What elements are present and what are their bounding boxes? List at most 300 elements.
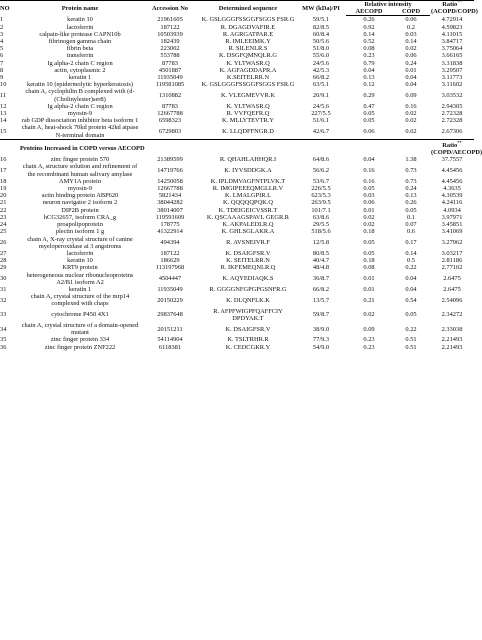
mw-pi: 50/5.6 bbox=[312, 38, 330, 46]
table-row bbox=[0, 67, 474, 74]
table-row bbox=[0, 60, 474, 67]
protein-name: keratin 1 bbox=[68, 285, 92, 293]
mw-pi: 42/5.3 bbox=[312, 66, 330, 74]
protein-name: rab GDP dissociation inhibitor beta isoform 1 bbox=[21, 117, 139, 125]
determined-sequence: K. GHLSGLAKR.A bbox=[221, 228, 275, 236]
mw-pi: 226/5.5 bbox=[311, 185, 331, 193]
table-row bbox=[0, 236, 474, 250]
section-ratio-sub: (COPD/AECOPD) bbox=[431, 149, 482, 157]
mw-pi: 59/5.1 bbox=[312, 16, 330, 24]
ratio-value: 3.84717 bbox=[441, 38, 463, 46]
protein-name: calpain-like protease CAPN10b bbox=[39, 30, 121, 38]
header-ratio bbox=[430, 0, 478, 16]
protein-name: fibrin beta bbox=[66, 45, 94, 53]
aecopd-intensity: 0.18 bbox=[363, 228, 375, 236]
determined-sequence: K. SEITELRR.N bbox=[226, 257, 270, 265]
header-row bbox=[0, 1, 474, 9]
aecopd-intensity: 0.01 bbox=[363, 285, 375, 293]
row-no: 7 bbox=[0, 59, 4, 67]
mw-pi: 24/5.6 bbox=[312, 102, 330, 110]
copd-intensity: 0.05 bbox=[405, 311, 417, 319]
table-row bbox=[0, 286, 474, 293]
determined-sequence: R. DGAGDVAFIR.E bbox=[220, 23, 276, 31]
accession-no: 87783 bbox=[162, 59, 178, 67]
row-no: 32 bbox=[0, 296, 7, 304]
header-mw: MW (kDa)/PI bbox=[296, 1, 346, 16]
row-no: 14 bbox=[0, 117, 7, 125]
accession-no: 186629 bbox=[160, 257, 180, 265]
row-no: 13 bbox=[0, 110, 7, 118]
aecopd-intensity: 0.08 bbox=[363, 45, 375, 53]
protein-name: actin, cytoplasmic 2 bbox=[54, 66, 106, 74]
copd-intensity: 0.16 bbox=[405, 102, 417, 110]
ratio-value: 3.11602 bbox=[441, 81, 463, 89]
table-row bbox=[0, 156, 474, 163]
aecopd-intensity: 0.05 bbox=[363, 249, 375, 257]
row-no: 4 bbox=[0, 38, 4, 46]
header-ratio-label: Ratio bbox=[442, 1, 458, 9]
protein-name: chain A, structure solution and refinement of the recombinant human salivary amylase bbox=[22, 163, 138, 178]
mw-pi: 101/7.1 bbox=[311, 206, 331, 214]
determined-sequence: K. AGFAGDDAPR.A bbox=[219, 66, 277, 74]
table-row bbox=[0, 52, 474, 59]
accession-no: 12667788 bbox=[157, 110, 183, 118]
mw-pi: 36/8.7 bbox=[312, 275, 330, 283]
protein-name: keratin 1 bbox=[68, 74, 92, 82]
accession-no: 21389599 bbox=[157, 156, 183, 164]
accession-no: 6118381 bbox=[158, 343, 182, 351]
protein-name: zinc finger protein 570 bbox=[50, 156, 110, 164]
determined-sequence: R. GGGGNFGPGPGSNFR.G bbox=[209, 285, 287, 293]
accession-no: 178775 bbox=[160, 221, 180, 229]
protein-name: transferrin bbox=[66, 52, 94, 60]
copd-intensity: 0.04 bbox=[405, 285, 417, 293]
accession-no: 494394 bbox=[160, 239, 180, 247]
row-no: 11 bbox=[0, 92, 7, 100]
aecopd-intensity: 0.23 bbox=[363, 343, 375, 351]
ratio-value: 2.72328 bbox=[441, 110, 463, 118]
aecopd-intensity: 0.01 bbox=[363, 206, 375, 214]
protein-name: cytochrome P450 4X1 bbox=[51, 311, 109, 319]
protein-name: keratin 10 bbox=[67, 16, 93, 24]
mw-pi: 518/5.6 bbox=[311, 228, 331, 236]
mw-pi: 56/6.2 bbox=[312, 167, 330, 175]
copd-intensity: 0.26 bbox=[405, 199, 417, 207]
protein-name: hCG32657, isoform CRA_g bbox=[43, 213, 117, 221]
table-row bbox=[0, 45, 474, 52]
ratio-value: 37.7557 bbox=[441, 156, 463, 164]
determined-sequence: K. IYVSDDGK.A bbox=[224, 167, 272, 175]
mw-pi: 51/8.0 bbox=[312, 45, 330, 53]
copd-intensity: 0.05 bbox=[405, 206, 417, 214]
mw-pi: 63/5.1 bbox=[312, 81, 330, 89]
mw-pi: 42/6.7 bbox=[312, 128, 330, 136]
aecopd-intensity: 0.02 bbox=[363, 213, 375, 221]
aecopd-intensity: 0.05 bbox=[363, 239, 375, 247]
copd-intensity: 0.51 bbox=[405, 336, 417, 344]
ratio-value: 2.34272 bbox=[441, 311, 463, 319]
copd-intensity: 0.02 bbox=[405, 128, 417, 136]
protein-name: zinc finger protein ZNF222 bbox=[44, 343, 116, 351]
row-no: 6 bbox=[0, 52, 4, 60]
row-no: 12 bbox=[0, 102, 7, 110]
table-row bbox=[0, 308, 474, 322]
accession-no: 4504447 bbox=[158, 275, 182, 283]
ratio-value: 2.77102 bbox=[441, 264, 463, 272]
table-row bbox=[0, 124, 474, 139]
accession-no: 5821434 bbox=[158, 192, 182, 200]
header-ratio-sub: (ACOPD/COPD) bbox=[431, 8, 478, 16]
table-row bbox=[0, 192, 474, 199]
accession-no: 113197968 bbox=[155, 264, 185, 272]
accession-no: 20150229 bbox=[157, 296, 183, 304]
table-row bbox=[0, 81, 474, 88]
mw-pi: 60/8.4 bbox=[312, 30, 330, 38]
determined-sequence: K. VLEGMEVVR.K bbox=[220, 92, 276, 100]
aecopd-intensity: 0.29 bbox=[363, 92, 375, 100]
mw-pi: 38/9.0 bbox=[312, 325, 330, 333]
header-no: NO bbox=[0, 1, 20, 16]
ratio-value: 2.21493 bbox=[441, 343, 463, 351]
mw-pi: 24/5.6 bbox=[312, 59, 330, 67]
row-no: 15 bbox=[0, 128, 7, 136]
determined-sequence: K. IPLDMVAGFNTPLVK.T bbox=[210, 177, 286, 185]
determined-sequence: K. DSGFQMNQLR.G bbox=[218, 52, 278, 60]
aecopd-intensity: 0.21 bbox=[363, 296, 375, 304]
mw-pi: 53/6.7 bbox=[312, 177, 330, 185]
ratio-value: 3.03532 bbox=[441, 92, 463, 100]
row-no: 35 bbox=[0, 336, 7, 344]
protein-name: Ig alpha-2 chain C region bbox=[47, 102, 113, 110]
copd-intensity: 0.73 bbox=[405, 177, 417, 185]
determined-sequence: R. VVFQEFR.Q bbox=[226, 110, 270, 118]
table-row bbox=[0, 336, 474, 343]
mw-pi: 29/5.5 bbox=[312, 221, 330, 229]
ratio-value: 2.94305 bbox=[441, 102, 463, 110]
accession-no: 6729803 bbox=[158, 128, 182, 136]
copd-intensity: 0.22 bbox=[405, 325, 417, 333]
protein-name: heterogeneous nuclear ribonucleoproteins A2/B1 isoform A2 bbox=[26, 271, 134, 286]
aecopd-intensity: 0.79 bbox=[363, 59, 375, 67]
protein-name: myosin-9 bbox=[67, 110, 93, 118]
copd-intensity: 1.38 bbox=[405, 156, 417, 164]
copd-intensity: 0.01 bbox=[405, 66, 417, 74]
protein-name: chain A, heat-shock 70kd protein 42kd atpase N-terminal domain bbox=[21, 124, 139, 139]
table-row bbox=[0, 178, 474, 185]
table-row bbox=[0, 185, 474, 192]
protein-name: chain A, cyclophilin B complexed with (d-(Cholinylester)ser8) bbox=[25, 88, 135, 103]
accession-no: 54114904 bbox=[157, 336, 183, 344]
copd-intensity: 0.06 bbox=[405, 52, 417, 60]
determined-sequence: R. AGRGATPAR.E bbox=[222, 30, 274, 38]
accession-no: 12667788 bbox=[157, 185, 183, 193]
row-no: 21 bbox=[0, 199, 7, 207]
copd-intensity: 0.22 bbox=[405, 264, 417, 272]
ratio-value: 3.29507 bbox=[441, 66, 463, 74]
ratio-value: 4.45456 bbox=[441, 167, 463, 175]
accession-no: 87783 bbox=[162, 102, 178, 110]
protein-name: fibrinogen gamma chain bbox=[48, 38, 112, 46]
accession-no: 41322914 bbox=[157, 228, 183, 236]
copd-intensity: 0.07 bbox=[405, 221, 417, 229]
protein-name: zinc finger protein 334 bbox=[50, 336, 110, 344]
table-row bbox=[0, 214, 474, 221]
aecopd-intensity: 0.16 bbox=[363, 177, 375, 185]
ratio-value: 2.81186 bbox=[441, 257, 463, 265]
determined-sequence: R. AFPFWIGPFQAFFCIY DPDYAK.T bbox=[213, 307, 283, 322]
determined-sequence: K. DSAIGFSR.V bbox=[225, 325, 271, 333]
protein-name: chain A, crystal structure of the mrp14 complexed with chaps bbox=[30, 293, 130, 308]
accession-no: 4501887 bbox=[158, 66, 182, 74]
table-row bbox=[0, 272, 474, 286]
row-no: 24 bbox=[0, 221, 7, 229]
protein-name: chain A, X-ray crystal structure of canine myeloperoxidase at 3 angstroms bbox=[27, 235, 133, 250]
ratio-value: 4.24116 bbox=[441, 199, 463, 207]
section-b-header bbox=[0, 139, 482, 157]
row-no: 16 bbox=[0, 156, 7, 164]
accession-no: 6598323 bbox=[158, 117, 182, 125]
table-row bbox=[0, 163, 474, 177]
aecopd-intensity: 0.12 bbox=[363, 81, 375, 89]
mw-pi: 227/5.5 bbox=[311, 110, 331, 118]
determined-sequence: K. DSAIGFSR.V bbox=[225, 249, 271, 257]
row-no: 31 bbox=[0, 285, 7, 293]
protein-name: myosin-9 bbox=[67, 185, 93, 193]
aecopd-intensity: 0.23 bbox=[363, 52, 375, 60]
table-body-aecopd-increased bbox=[0, 16, 474, 139]
aecopd-intensity: 0.13 bbox=[363, 74, 375, 82]
aecopd-intensity: 0.52 bbox=[363, 38, 375, 46]
mw-pi: 80/8.5 bbox=[312, 249, 330, 257]
accession-no: 11935049 bbox=[157, 285, 183, 293]
row-no: 20 bbox=[0, 192, 7, 200]
table-row bbox=[0, 31, 474, 38]
section-ratio bbox=[430, 139, 482, 157]
table-row bbox=[0, 24, 474, 31]
ratio-value: 2.54096 bbox=[441, 296, 463, 304]
header-relative-intensity: Relative intensity bbox=[346, 1, 430, 9]
aecopd-intensity: 0.06 bbox=[363, 128, 375, 136]
row-no: 28 bbox=[0, 257, 7, 265]
copd-intensity: 0.51 bbox=[405, 343, 417, 351]
aecopd-intensity: 0.03 bbox=[363, 192, 375, 200]
determined-sequence: K. QSCAAAGSPAVL GEGR.R bbox=[206, 213, 290, 221]
mw-pi: 66/8.2 bbox=[312, 74, 330, 82]
protein-name: plectin isoform 1 g bbox=[55, 228, 105, 236]
determined-sequence: R. SILENLR.S bbox=[228, 45, 268, 53]
aecopd-intensity: 0.26 bbox=[363, 16, 375, 24]
ratio-value: 2.6475 bbox=[443, 275, 461, 283]
accession-no: 187122 bbox=[160, 249, 180, 257]
row-no: 29 bbox=[0, 264, 7, 272]
ratio-value: 2.21493 bbox=[441, 336, 463, 344]
ratio-value: 2.6475 bbox=[443, 285, 461, 293]
accession-no: 11935049 bbox=[157, 74, 183, 82]
protein-name: neuron navigator 2 isoform 2 bbox=[42, 199, 118, 207]
row-no: 34 bbox=[0, 325, 7, 333]
ratio-value: 4.59823 bbox=[441, 23, 463, 31]
ratio-value: 3.31838 bbox=[441, 59, 463, 67]
header-aecopd: AECOPD bbox=[346, 8, 392, 16]
row-no: 18 bbox=[0, 177, 7, 185]
table-body-copd-increased bbox=[0, 156, 474, 350]
copd-intensity: 0.09 bbox=[405, 92, 417, 100]
section-ratio-sup: ** bbox=[457, 139, 462, 145]
row-no: 19 bbox=[0, 185, 7, 193]
ratio-value: 4.45456 bbox=[441, 177, 463, 185]
copd-intensity: 0.14 bbox=[405, 249, 417, 257]
accession-no: 182439 bbox=[160, 38, 180, 46]
accession-no: 21961605 bbox=[157, 16, 183, 24]
copd-intensity: 0.02 bbox=[405, 45, 417, 53]
row-no: 2 bbox=[0, 23, 4, 31]
accession-no: 38044282 bbox=[157, 199, 183, 207]
ratio-value: 3.27962 bbox=[441, 239, 463, 247]
mw-pi: 55/6.0 bbox=[312, 52, 330, 60]
row-no: 3 bbox=[0, 30, 4, 38]
copd-intensity: 0.24 bbox=[405, 59, 417, 67]
mw-pi: 20/9.1 bbox=[312, 92, 330, 100]
row-no: 26 bbox=[0, 239, 7, 247]
mw-pi: 263/9.5 bbox=[311, 199, 331, 207]
determined-sequence: K. TSLTRHR.R bbox=[227, 336, 269, 344]
table-row bbox=[0, 344, 474, 351]
mw-pi: 66/8.2 bbox=[312, 285, 330, 293]
determined-sequence: K. YLTWASR.Q bbox=[226, 102, 270, 110]
table-row bbox=[0, 293, 474, 307]
ratio-value: 2.33038 bbox=[441, 325, 463, 333]
copd-intensity: 0.6 bbox=[407, 228, 415, 236]
table-row bbox=[0, 228, 474, 235]
ratio-value: 4.30539 bbox=[441, 192, 463, 200]
mw-pi: 63/8.6 bbox=[312, 213, 330, 221]
copd-intensity: 0.2 bbox=[407, 23, 415, 31]
determined-sequence: K. GSLGGGFSSGGFSGGS FSR.G bbox=[201, 16, 295, 24]
row-no: 25 bbox=[0, 228, 7, 236]
aecopd-intensity: 0.04 bbox=[363, 66, 375, 74]
table-row bbox=[0, 103, 474, 110]
header-sequence: Determined sequence bbox=[200, 1, 296, 16]
mw-pi: 54/9.0 bbox=[312, 343, 330, 351]
determined-sequence: K. AQYEDIAQK.S bbox=[222, 275, 274, 283]
determined-sequence: K. DLQNFLK.K bbox=[226, 296, 270, 304]
accession-no: 14719766 bbox=[157, 167, 183, 175]
ratio-value: 2.67306 bbox=[441, 128, 463, 136]
copd-intensity: 0.17 bbox=[405, 239, 417, 247]
row-no: 22 bbox=[0, 206, 7, 214]
ratio-value: 3.11773 bbox=[441, 74, 463, 82]
ratio-value: 2.72328 bbox=[441, 117, 463, 125]
mw-pi: 48/4.8 bbox=[312, 264, 330, 272]
determined-sequence: K. LLQDFFNGR.D bbox=[222, 128, 274, 136]
table-row bbox=[0, 221, 474, 228]
aecopd-intensity: 0.23 bbox=[363, 336, 375, 344]
copd-intensity: 0.04 bbox=[405, 81, 417, 89]
accession-no: 553788 bbox=[160, 52, 180, 60]
table-row bbox=[0, 74, 474, 81]
header-accession: Accession No bbox=[140, 1, 200, 16]
mw-pi: 64/8.6 bbox=[312, 156, 330, 164]
determined-sequence: K. MLLYTEVTR.Y bbox=[221, 117, 275, 125]
section-ratio-label: Ratio bbox=[442, 141, 458, 149]
aecopd-intensity: 0.04 bbox=[363, 156, 375, 164]
accession-no: 14250058 bbox=[157, 177, 183, 185]
row-no: 33 bbox=[0, 311, 7, 319]
copd-intensity: 0.54 bbox=[405, 296, 417, 304]
aecopd-intensity: 0.02 bbox=[363, 311, 375, 319]
section-row bbox=[0, 139, 474, 156]
copd-intensity: 0.03 bbox=[405, 30, 417, 38]
protein-name: DIP2B protein bbox=[61, 206, 99, 214]
determined-sequence: R. IMLEEIMK.Y bbox=[225, 38, 271, 46]
row-no: 5 bbox=[0, 45, 4, 53]
determined-sequence: K. YLTWASR.Q bbox=[226, 59, 270, 67]
mw-pi: 623/5.3 bbox=[311, 192, 331, 200]
mw-pi: 12/5.8 bbox=[312, 239, 330, 247]
row-no: 9 bbox=[0, 74, 4, 82]
copd-intensity: 0.24 bbox=[405, 185, 417, 193]
table-row bbox=[0, 16, 474, 24]
aecopd-intensity: 0.14 bbox=[363, 30, 375, 38]
protein-name: KRT9 protein bbox=[62, 264, 98, 272]
row-no: 10 bbox=[0, 81, 7, 89]
mw-pi: 13/5.7 bbox=[312, 296, 330, 304]
protein-name: lactoferrin bbox=[66, 23, 94, 31]
ratio-value: 4.72914 bbox=[441, 16, 463, 24]
ratio-value: 4.11015 bbox=[441, 30, 463, 38]
protein-name: keratin 10 (epidermolytic hyperkeratosis) bbox=[27, 81, 133, 89]
determined-sequence: K. GSLGGGFSSGGFSGGS FSR.G bbox=[201, 81, 295, 89]
mw-pi: 77/9.3 bbox=[312, 336, 330, 344]
mw-pi: 82/8.5 bbox=[312, 23, 330, 31]
table-row bbox=[0, 199, 474, 206]
accession-no: 29837648 bbox=[157, 311, 183, 319]
determined-sequence: K. QQQQQPQK.Q bbox=[223, 199, 273, 207]
copd-intensity: 0.02 bbox=[405, 117, 417, 125]
copd-intensity: 0.02 bbox=[405, 110, 417, 118]
copd-intensity: 0.13 bbox=[405, 192, 417, 200]
determined-sequence: R. IKFEMEQNLR.Q bbox=[220, 264, 276, 272]
protein-name: keratin 10 bbox=[67, 257, 93, 265]
determined-sequence: R. AVSNEIVR.F bbox=[226, 239, 270, 247]
row-no: 1 bbox=[0, 16, 4, 24]
copd-intensity: 0.06 bbox=[405, 16, 417, 24]
table-row bbox=[0, 110, 474, 117]
mw-pi: 51/6.1 bbox=[312, 117, 330, 125]
copd-intensity: 0.73 bbox=[405, 167, 417, 175]
copd-intensity: 0.1 bbox=[407, 213, 415, 221]
row-no: 27 bbox=[0, 249, 7, 257]
row-no: 17 bbox=[0, 167, 7, 175]
header-protein-name: Protein name bbox=[20, 1, 140, 16]
protein-name: actin binding protein ABP620 bbox=[41, 192, 119, 200]
ratio-value: 3.66165 bbox=[441, 52, 463, 60]
determined-sequence: K. AKPALEDLR.Q bbox=[222, 221, 274, 229]
aecopd-intensity: 0.08 bbox=[363, 264, 375, 272]
aecopd-intensity: 0.05 bbox=[363, 117, 375, 125]
protein-name: AMY1A protein bbox=[58, 177, 102, 185]
table-row bbox=[0, 257, 474, 264]
accession-no: 223002 bbox=[160, 45, 180, 53]
table-row bbox=[0, 88, 474, 102]
ratio-value: 3.41069 bbox=[441, 228, 463, 236]
determined-sequence: R. QHAHLAHHQR.I bbox=[219, 156, 277, 164]
aecopd-intensity: 0.05 bbox=[363, 185, 375, 193]
table-row bbox=[0, 117, 474, 124]
ratio-value: 3.97971 bbox=[441, 213, 463, 221]
row-no: 30 bbox=[0, 275, 7, 283]
header-copd: COPD bbox=[392, 8, 430, 16]
